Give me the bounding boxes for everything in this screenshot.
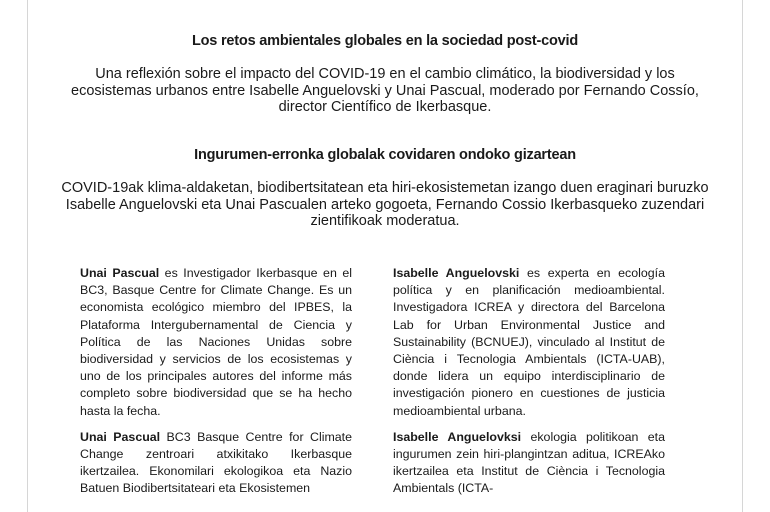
spanish-section-description: Una reflexión sobre el impacto del COVID-19 en el cambio climático, la biodiversidad y los ecosistemas urbanos entre Isabelle Anguelovski y Unai Pascual, moderado por Fernando Cossío, director Científico de Ikerbasque. <box>71 66 699 115</box>
bio-text: es Investigador Ikerbasque en el BC3, Basque Centre for Climate Change. Es un economista ecológico miembro del IPBES, la Plataforma Intergubernamental de Ciencia y Política de las Naciones Unidas sobre biodiversidad y servicios de los ecosistemas y uno de los principales autores del informe más completo sobre biodiversidad que se ha hecho hasta la fecha. <box>80 266 352 418</box>
bio-name: Unai Pascual <box>80 429 161 444</box>
bio-name: Isabelle Anguelovski <box>393 266 520 280</box>
bio-text: es experta en ecología política y en planificación medioambiental. Investigadora ICREA y directora del Barcelona Lab for Urban Environmental Justice and Sustainability (BCNUEJ), vinculado al Institut de Ciència i Tecnologia Ambientals (ICTA-UAB), donde lidera un equipo interdisciplinario de investigación pionero en cuestiones de justicia medioambiental urbana. <box>393 266 665 418</box>
spanish-section-title: Los retos ambientales globales en la sociedad post-covid <box>191 33 579 49</box>
basque-section-title: Ingurumen-erronka globalak covidaren ondoko gizartean <box>194 147 576 163</box>
left-column <box>80 265 352 507</box>
bio-unai-spanish <box>80 265 352 420</box>
bio-name: Isabelle Anguelovksi <box>393 429 522 444</box>
bio-unai-basque <box>80 429 352 498</box>
bio-isabelle-spanish <box>393 265 665 420</box>
bio-text: BC3 Basque Centre for Climate Change zentroari atxikitako Ikerbasque ikertzailea. Ekonomilari ekologikoa eta Nazio Batuen Biodibertsitateari eta Ekosistemen <box>80 429 352 496</box>
right-column <box>393 265 665 507</box>
bio-name: Unai Pascual <box>80 266 160 280</box>
bio-isabelle-basque <box>393 429 665 498</box>
basque-section-description: COVID-19ak klima-aldaketan, biodibertsitatean eta hiri-ekosistemetan izango duen eraginari buruzko Isabelle Anguelovski eta Unai Pascualen arteko gogoeta, Fernando Cossio Ikerbasqueko zuzendari zientifikoak moderatua. <box>61 180 709 229</box>
bio-text: ekologia politikoan eta ingurumen zein hiri-plangintzan aditua, ICREAko ikertzailea eta Institut de Ciència i Tecnologia Ambientals (ICTA- <box>393 429 665 496</box>
